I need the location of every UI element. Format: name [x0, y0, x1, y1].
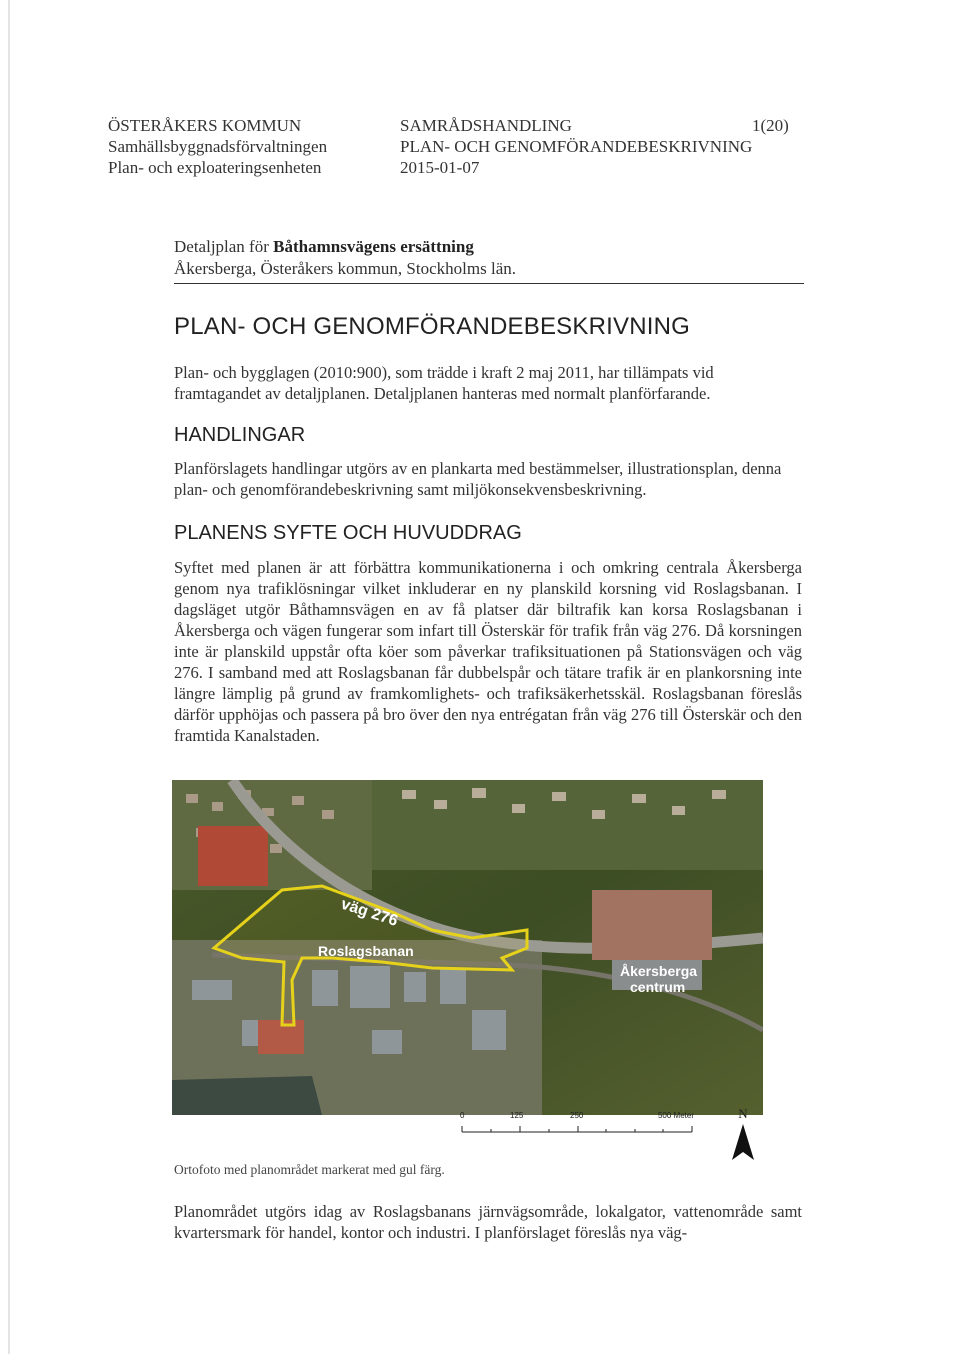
scale-ticks	[462, 1126, 692, 1132]
red-roof-building	[198, 826, 268, 886]
handlingar-paragraph: Planförslagets handlingar utgörs av en plankarta med bestämmelser, illustrationsplan, denna plan- och genomförandebeskrivning samt miljökonsekvensbeskrivning.	[174, 459, 782, 499]
header-organisation	[108, 115, 327, 178]
scale-tick-125: 125	[510, 1111, 524, 1120]
heading-handlingar: HANDLINGAR	[174, 424, 306, 446]
north-label: N	[738, 1106, 748, 1121]
scale-bar	[458, 1108, 698, 1140]
scale-tick-0: 0	[460, 1111, 465, 1120]
page-edge	[8, 0, 10, 1354]
plan-name: Båthamnsvägens ersättning	[273, 237, 474, 256]
plan-subject	[174, 236, 516, 280]
map-label-rail: Roslagsbanan	[318, 943, 414, 959]
closing-paragraph: Planområdet utgörs idag av Roslagsbanans järnvägsområde, lokalgator, vattenområde samt kvartersmark för handel, kontor och industri. I planförslaget föreslås nya väg-	[174, 1202, 802, 1242]
map-caption: Ortofoto med planområdet markerat med gul färg.	[174, 1162, 445, 1177]
orthophoto-map	[172, 780, 763, 1115]
header-municipality: ÖSTERÅKERS KOMMUN	[108, 116, 302, 135]
header-document-status: SAMRÅDSHANDLING	[400, 116, 572, 135]
header-document-date: 2015-01-07	[400, 158, 480, 177]
north-arrow-icon	[730, 1106, 756, 1162]
map-label-centre-1: Åkersberga	[620, 963, 698, 979]
document-title: PLAN- OCH GENOMFÖRANDEBESKRIVNING	[174, 313, 691, 340]
header-document-info	[400, 115, 752, 178]
north-arrow-shape	[732, 1124, 754, 1160]
plan-name-line	[174, 236, 516, 258]
plan-name-prefix: Detaljplan för	[174, 237, 274, 256]
header-document-type: PLAN- OCH GENOMFÖRANDEBESKRIVNING	[400, 137, 753, 156]
syfte-paragraph: Syftet med planen är att förbättra kommunikationerna i och omkring centrala Åkersberga genom nya trafiklösningar vilket inkluderar en ny planskild korsning vid Roslagsbanan. I dagsläget utgör Båthamnsvägen en av få platser där biltrafik kan korsa Roslagsbanan i Åkersberga och vägen fungerar som infart till Österskär för trafik från väg 276. Då korsningen inte är planskild uppstår ofta köer som påverkar trafiksituationen på Stationsvägen och väg 276. I samband med att Roslagsbanan får dubbelspår och tätare trafik är en plankorsning inte längre lämplig på grund av framkomlighets- och trafiksäkerhetsskäl. Roslagsbanan föreslås därför upphöjas och passera på bro över den nya entrégatan från väg 276 till Österskär och den framtida Kanalstaden.	[174, 558, 802, 745]
intro-paragraph: Plan- och bygglagen (2010:900), som trädde i kraft 2 maj 2011, har tillämpats vid framtagandet av detaljplanen. Detaljplanen hanteras med normalt planförfarande.	[174, 363, 714, 403]
heading-syfte: PLANENS SYFTE OCH HUVUDDRAG	[174, 522, 522, 544]
map-label-centre-2: centrum	[630, 979, 686, 995]
water-area	[172, 1076, 322, 1115]
centre-buildings	[592, 890, 712, 960]
map-label-road: väg 276	[338, 895, 400, 930]
header-rule	[174, 283, 804, 284]
header-department: Samhällsbyggnadsförvaltningen	[108, 137, 328, 156]
plan-location: Åkersberga, Österåkers kommun, Stockholms län.	[174, 259, 516, 278]
header-unit: Plan- och exploateringsenheten	[108, 158, 322, 177]
residential-area-ne	[372, 780, 763, 870]
scale-tick-500: 500 Meter	[657, 1111, 695, 1120]
page-number: 1(20)	[752, 116, 789, 135]
scale-tick-250: 250	[570, 1111, 584, 1120]
